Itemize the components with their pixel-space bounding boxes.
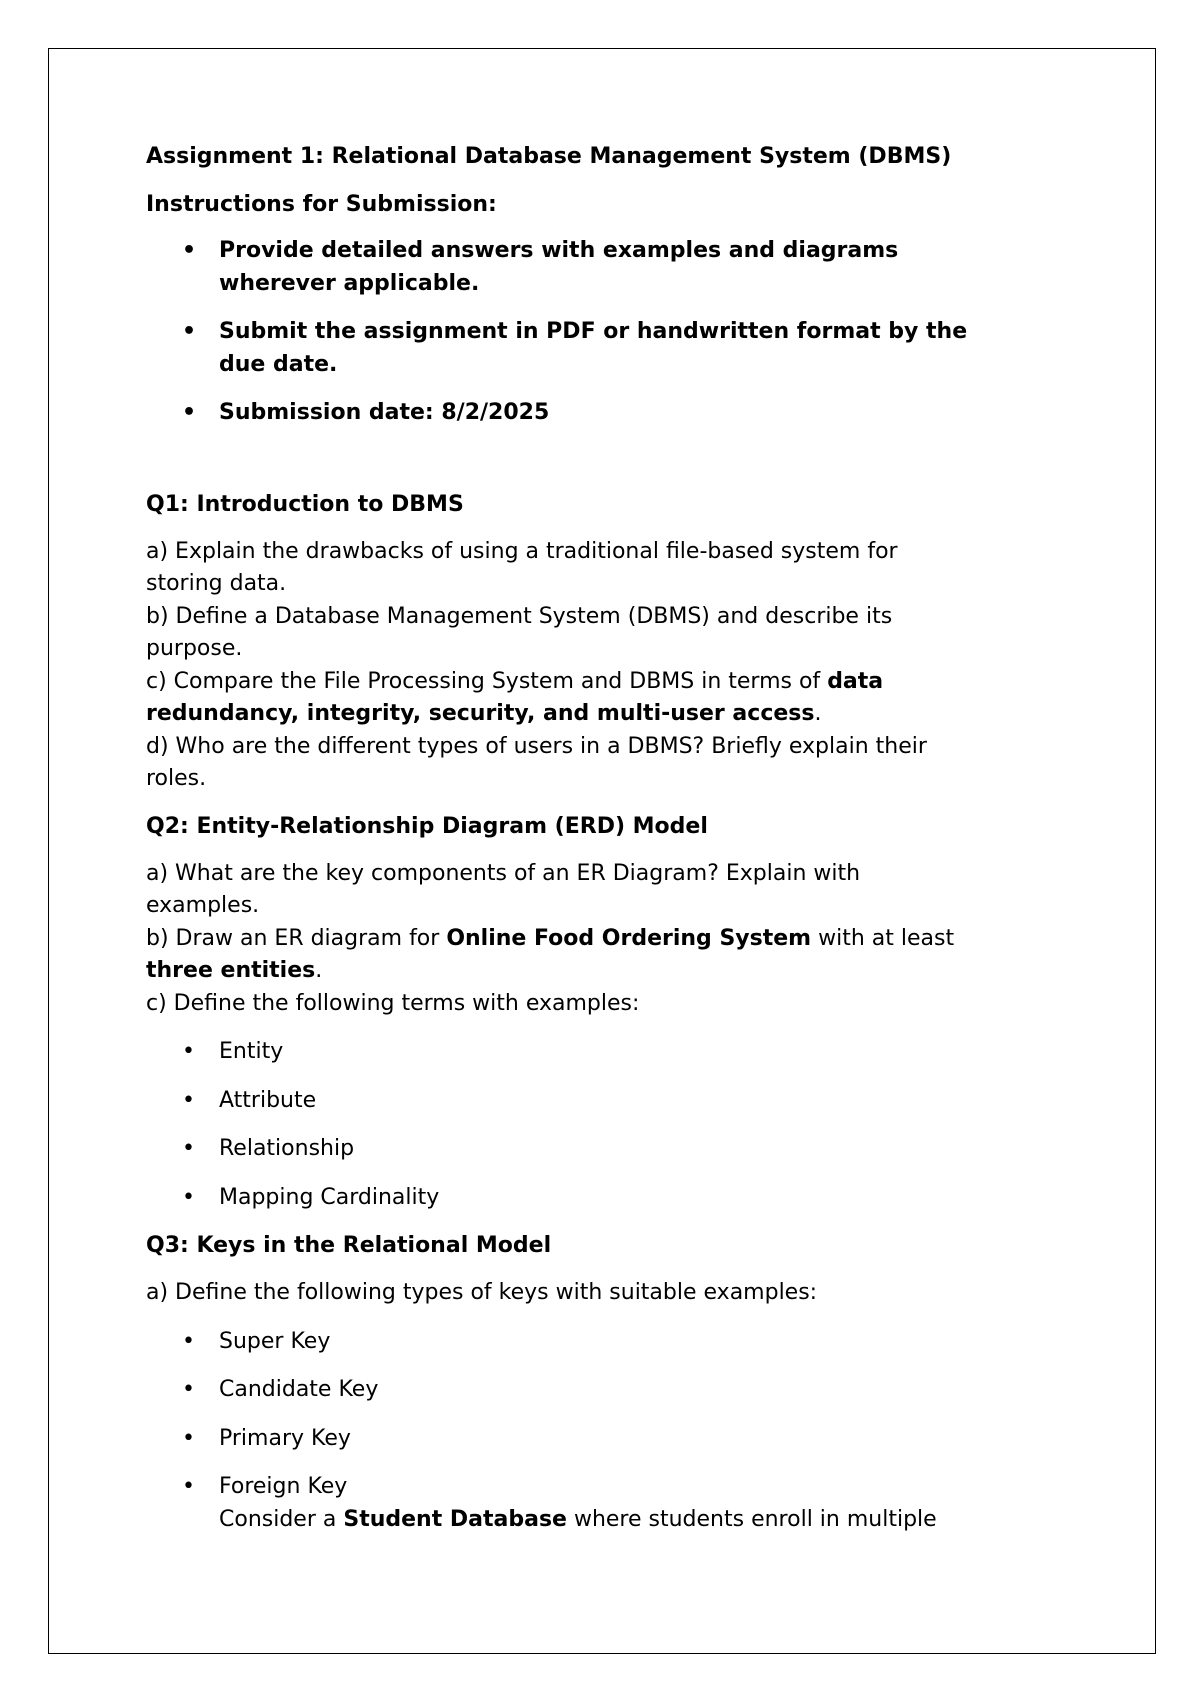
keys-list	[146, 1326, 1066, 1537]
bullet-icon: •	[182, 1087, 195, 1113]
list-item: • Foreign Key Consider a Student Database where students enroll in multiple	[146, 1471, 1066, 1536]
bullet-icon: •	[182, 1039, 195, 1064]
bullet-icon: •	[182, 400, 197, 425]
bullet-icon: •	[182, 319, 197, 344]
q3-heading: Q3: Keys in the Relational Model	[146, 1233, 552, 1258]
list-item: • Mapping Cardinality	[146, 1182, 1066, 1215]
terms-list	[146, 1036, 1066, 1214]
bullet-icon: •	[182, 238, 197, 263]
q1-body: a) Explain the drawbacks of using a traditional file-based system for storing data. b) Define a Database Management System (DBMS) and describe its purpose. c) Compare the File Processing System and DBMS in terms of data redundancy, integrity, security, and multi-user access. d) Who are the different types of users in a DBMS? Briefly explain their roles.	[146, 538, 927, 791]
list-item: • Relationship	[146, 1133, 1066, 1166]
bullet-icon: •	[182, 1474, 195, 1499]
document-body	[146, 140, 1066, 1536]
q2-heading: Q2: Entity-Relationship Diagram (ERD) Model	[146, 813, 708, 839]
list-item: • Super Key	[146, 1326, 1066, 1359]
bullet-icon: •	[182, 1377, 195, 1402]
list-item: • Entity	[146, 1036, 1066, 1069]
instructions-heading: Instructions for Submission:	[146, 192, 497, 217]
q1-heading: Q1: Introduction to DBMS	[146, 491, 464, 517]
bullet-icon: •	[182, 1184, 195, 1210]
list-item: • Primary Key	[146, 1423, 1066, 1456]
bullet-icon: •	[182, 1136, 195, 1161]
instructions-list	[146, 235, 1066, 430]
student-database-note: Consider a Student Database where students enroll in multiple	[219, 1506, 937, 1532]
list-item: • Candidate Key	[146, 1374, 1066, 1407]
bullet-icon: •	[182, 1425, 195, 1451]
list-item: • Submit the assignment in PDF or handwritten format by the due date.	[146, 316, 1066, 381]
bullet-icon: •	[182, 1328, 195, 1354]
list-item: • Provide detailed answers with examples and diagrams wherever applicable.	[146, 235, 1066, 300]
document-title: Assignment 1: Relational Database Management System (DBMS)	[146, 144, 952, 169]
q2-body: a) What are the key components of an ER Diagram? Explain with examples. b) Draw an ER diagram for Online Food Ordering System with at least three entities. c) Define the following terms with examples:	[146, 860, 955, 1016]
list-item: • Submission date: 8/2/2025	[146, 397, 1066, 430]
list-item: • Attribute	[146, 1085, 1066, 1118]
q3-question-a: a) Define the following types of keys with suitable examples:	[146, 1280, 818, 1305]
